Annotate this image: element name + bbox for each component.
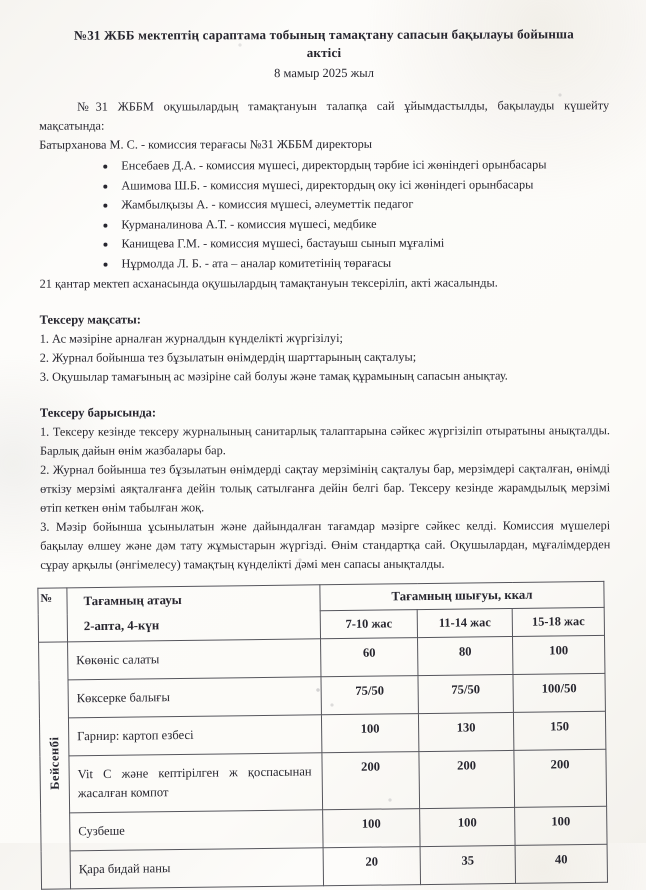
kcal-value: 100 bbox=[513, 635, 605, 674]
kcal-value: 100 bbox=[321, 714, 418, 753]
purpose-list bbox=[40, 328, 610, 386]
dish-name: Көкөніс салаты bbox=[68, 639, 321, 680]
process-item: 2. Журнал бойынша тез бұзылатын өнімдерді сақтау мерзімінің сақталуы бар, мерзімдері сақталған, өнімді өткізу мерзімі аяқталғанға дейін толық сатылғанға дейін белгі бар. Тексеру кезінде жарамдылық мерзімі өтіп кеткен өнім табылған жоқ. bbox=[40, 461, 611, 515]
kcal-value: 150 bbox=[513, 711, 605, 750]
member-item: • Жамбылқызы А. - комиссия мүшесі, әлеуметтік педагог bbox=[117, 194, 609, 215]
purpose-item: 2. Журнал бойынша тез бұзылатын өнімдердің шарттарының сақталуы; bbox=[39, 349, 417, 365]
dish-name: Сузбеше bbox=[70, 810, 323, 851]
page-title bbox=[39, 25, 609, 62]
day-label-cell bbox=[39, 642, 71, 889]
process-item: 3. Мәзір бойынша ұсынылатын және дайындалған тағамдар мәзірге сәйкес келді. Комиссия мүшелері бақылау өлшеу және дәм тату жұмыстарын жүргізді. Өнім стандартқа сай. Оқушылардан, мұғалімдерден сұрау арқылы (әнгімелесу) тамақтың күнделікті дәмі мен сапасы анықталды. bbox=[40, 518, 611, 572]
dish-header-line-2: 2-апта, 4-күн bbox=[83, 618, 160, 634]
member-item: • Курманалинова А.Т. - комиссия мүшесі, медбике bbox=[117, 214, 609, 235]
dish-header-line-1: Тағамның атауы bbox=[83, 592, 182, 609]
kcal-value: 200 bbox=[419, 750, 515, 808]
kcal-value: 40 bbox=[515, 844, 607, 883]
kcal-value: 75/50 bbox=[418, 674, 513, 713]
kcal-value: 35 bbox=[420, 845, 515, 884]
column-header-age-7-10: 7-10 жас bbox=[320, 610, 417, 639]
document-date: 8 мамыр 2025 жыл bbox=[274, 65, 374, 81]
menu-table-body bbox=[39, 635, 608, 889]
column-header-age-15-18: 15-18 жас bbox=[512, 607, 604, 636]
kcal-value: 200 bbox=[322, 752, 420, 810]
dish-name: Гарнир: картоп езбесі bbox=[68, 715, 321, 756]
process-list bbox=[40, 421, 610, 574]
table-row bbox=[41, 844, 607, 889]
member-item: • Нұрмолда Л. Б. - ата – аналар комитетінің төрағасы bbox=[118, 253, 610, 274]
kcal-value: 100 bbox=[323, 809, 420, 848]
process-item: 1. Тексеру кезінде тексеру журналының санитарлық талаптарына сәйкес жүргізіліп отыратыны анықталды. Барлық дайын өнім жазбалары бар. bbox=[39, 423, 610, 458]
column-header-number: № bbox=[38, 588, 68, 642]
column-header-age-11-14: 11-14 жас bbox=[417, 608, 512, 637]
kcal-value: 20 bbox=[323, 847, 420, 886]
kcal-value: 200 bbox=[514, 749, 607, 807]
member-item: • Канищева Г.М. - комиссия мүшесі, бастауыш сынып мұғалімі bbox=[117, 233, 609, 254]
kcal-value: 75/50 bbox=[321, 676, 418, 715]
member-item: • Енсебаев Д.А. - комиссия мүшесі, директордың тәрбие ісі жөніндегі орынбасары bbox=[117, 155, 609, 176]
column-header-dish bbox=[67, 585, 321, 642]
commission-chair-line: Батырханова М. С. - комиссия терағасы №31 ЖББМ директоры bbox=[39, 136, 373, 152]
kcal-value: 130 bbox=[418, 712, 513, 751]
intro-paragraph: №31 ЖББМ оқушылардың тамақтануын талапқа сай ұйымдастылды, бақылауды күшейту мақсатында: bbox=[39, 98, 610, 133]
column-header-kcal-output: Тағамның шығуы, ккал bbox=[320, 581, 604, 610]
dish-name: Көксерке балығы bbox=[68, 677, 321, 718]
dish-name: Қара бидай наны bbox=[70, 848, 323, 889]
purpose-item: 1. Ас мәзіріне арналған журналдын күнделікті жүргізілуі; bbox=[39, 330, 343, 346]
member-item: • Ашимова Ш.Б. - комиссия мүшесі, директордың оку ісі жөніндегі орынбасары bbox=[117, 175, 609, 196]
kcal-value: 100 bbox=[515, 806, 607, 845]
table-row bbox=[40, 749, 607, 813]
kcal-value: 60 bbox=[321, 638, 418, 677]
menu-kcal-table bbox=[37, 581, 608, 890]
kcal-value: 100/50 bbox=[513, 673, 605, 712]
kcal-value: 100 bbox=[420, 807, 515, 846]
kcal-value: 80 bbox=[418, 636, 513, 675]
title-line-2: актісі bbox=[306, 44, 342, 61]
commission-members bbox=[39, 155, 609, 273]
purpose-item: 3. Оқушылар тамағының ас мәзіріне сай болуы және тамақ құрамының сапасын анықтау. bbox=[39, 368, 508, 384]
process-heading: Тексеру барысында: bbox=[39, 405, 157, 420]
purpose-heading: Тексеру мақсаты: bbox=[39, 312, 141, 327]
dish-name: Vit С және кептірілген ж қоспасынан жасалған компот bbox=[69, 753, 323, 813]
title-line-1: №31 ЖББ мектептің сараптама тобының тамақтану сапасын бақылауы бойынша bbox=[73, 26, 574, 43]
inspection-note: 21 қантар мектеп асханасында оқушылардың тамақтануын тексеріліп, акті жасалынды. bbox=[39, 275, 498, 291]
day-label: Бейсенбі bbox=[46, 736, 62, 790]
